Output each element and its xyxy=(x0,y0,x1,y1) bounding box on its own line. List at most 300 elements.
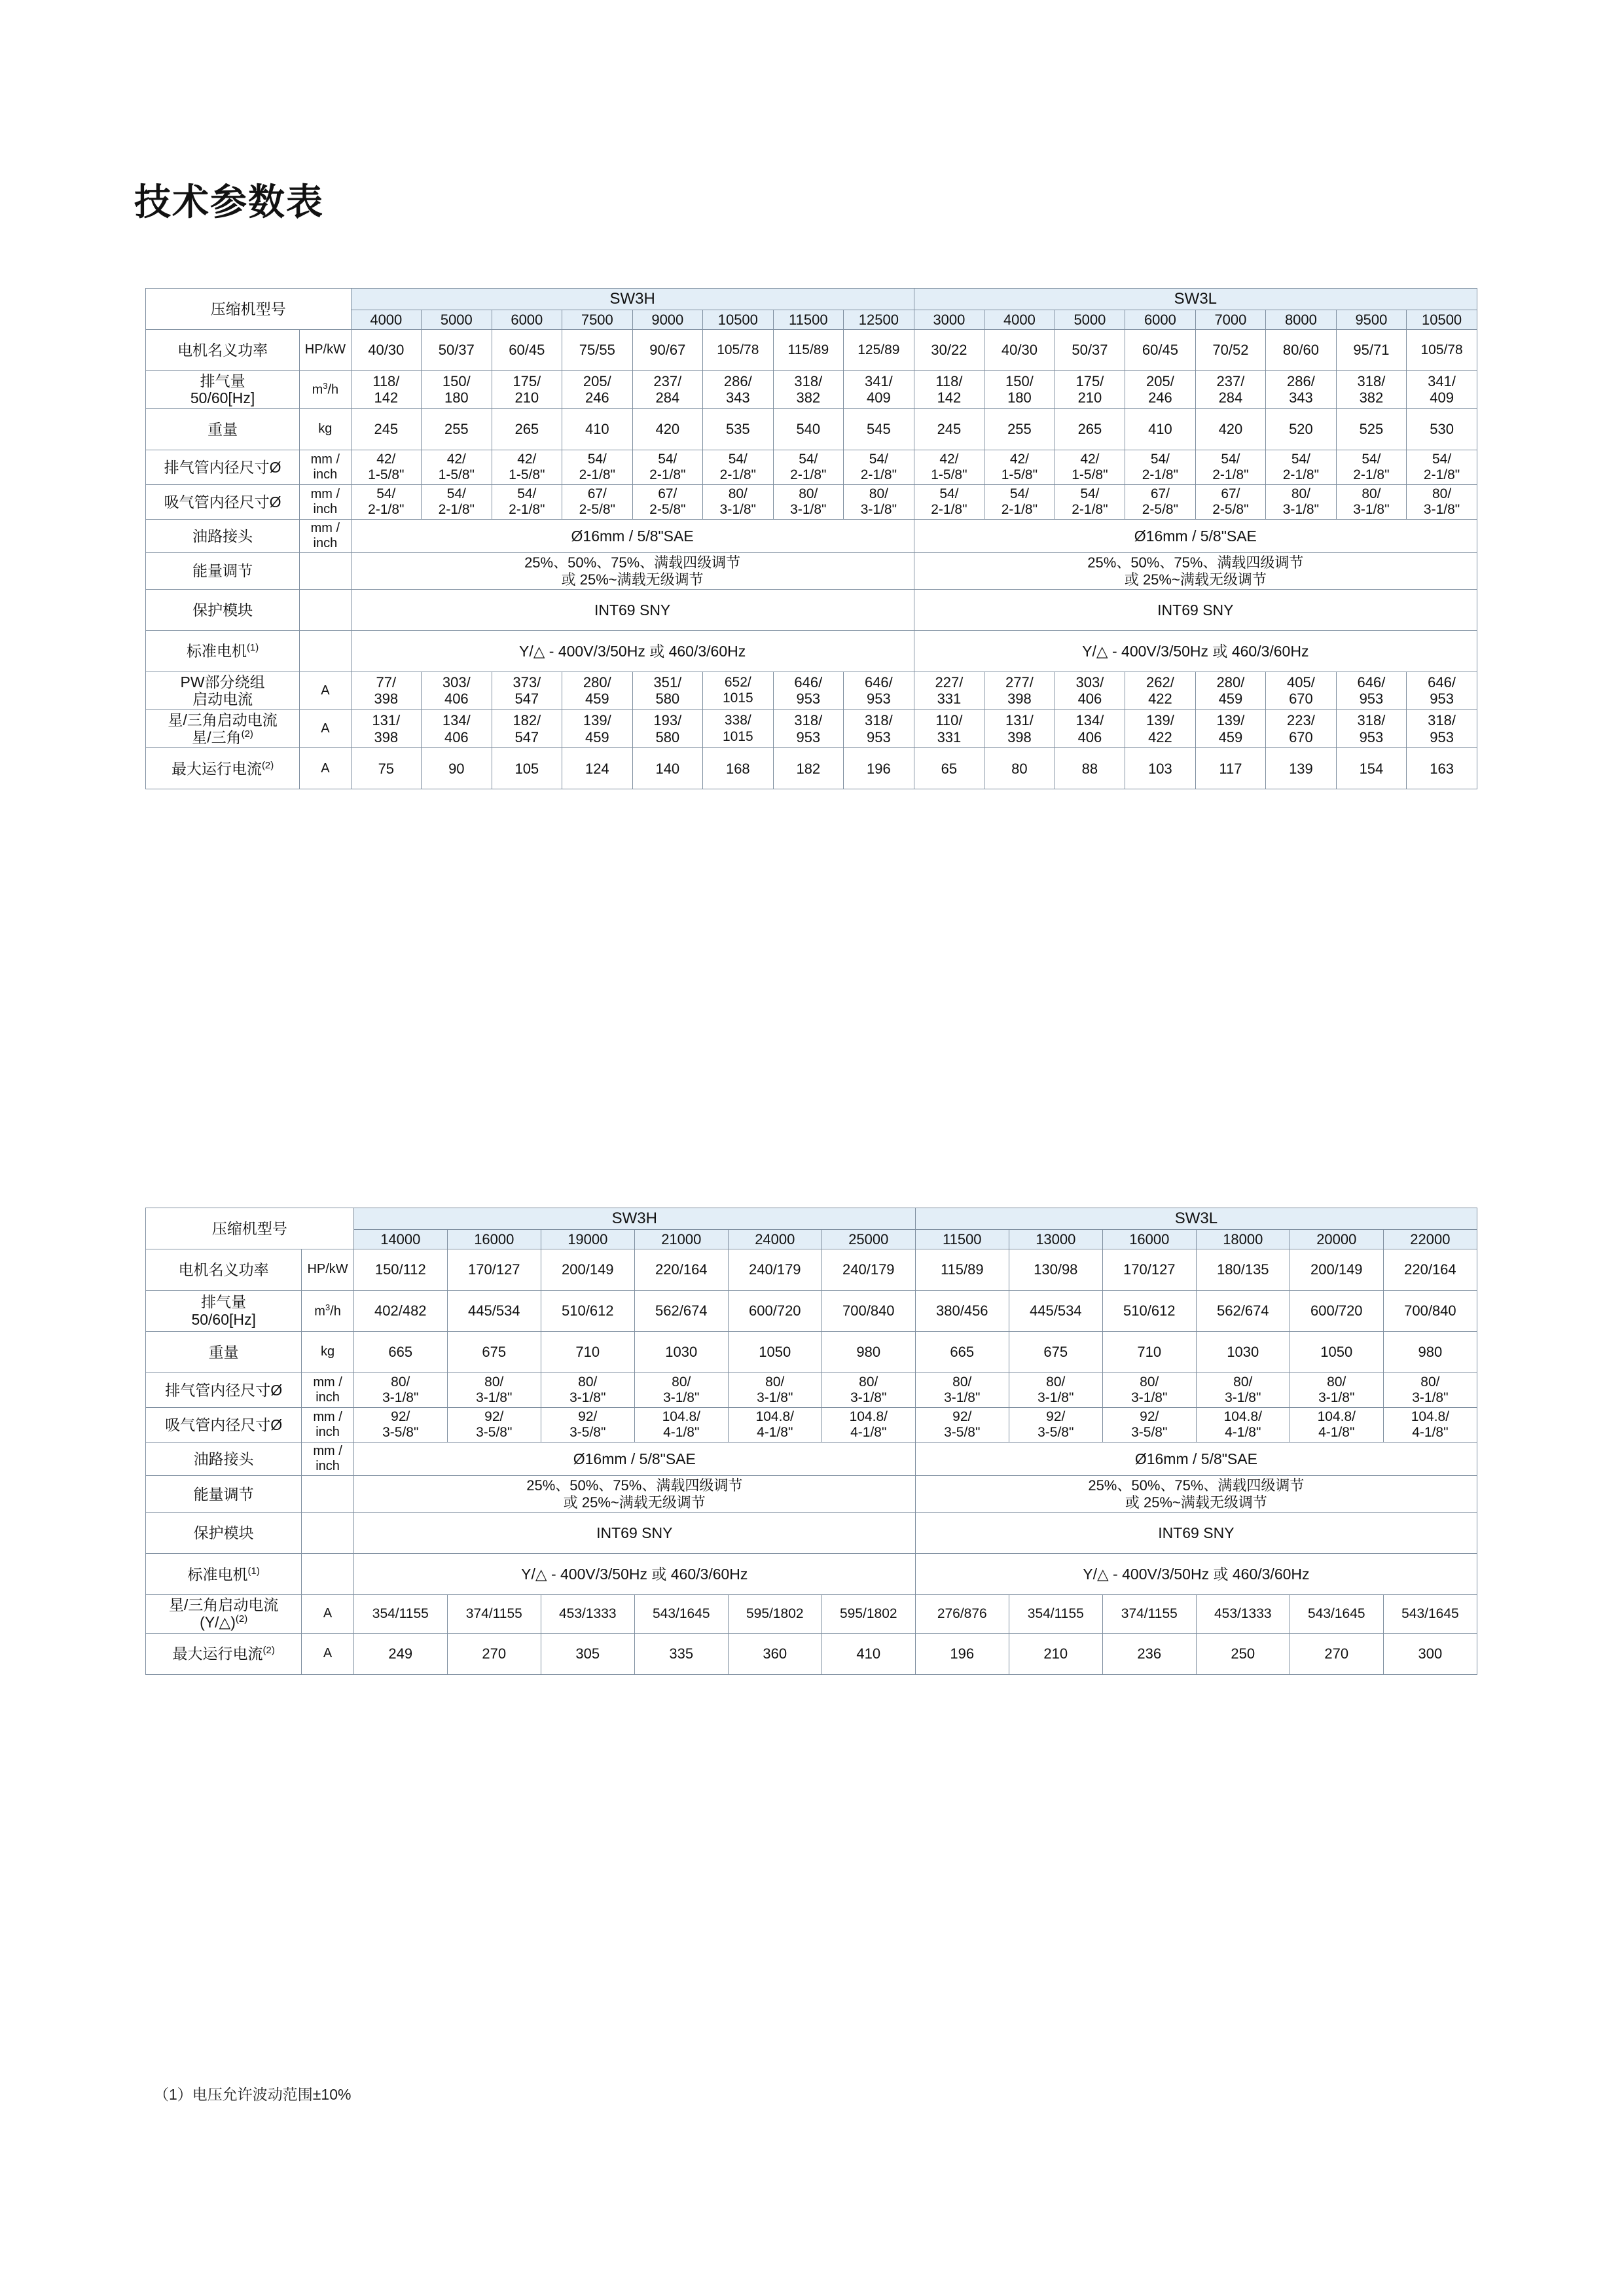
data-cell-merged: INT69 SNY xyxy=(914,589,1477,630)
cell-line2: 3-5/8" xyxy=(1038,1425,1074,1441)
cell-line1: 25%、50%、75%、满载四级调节 xyxy=(1087,554,1304,571)
model-cell: 21000 xyxy=(634,1229,728,1249)
model-cell: 10500 xyxy=(703,310,774,329)
table-row-oil-connection xyxy=(146,1443,1477,1476)
unit-line2: inch xyxy=(316,1459,340,1474)
model-cell: 18000 xyxy=(1196,1229,1290,1249)
cell-line1: 67/ xyxy=(587,486,607,502)
data-cell: 196 xyxy=(915,1633,1009,1674)
table-header-row-group xyxy=(146,1208,1477,1230)
data-cell: 265 xyxy=(492,408,562,450)
cell-line1: 104.8/ xyxy=(1317,1409,1356,1425)
row-unit xyxy=(300,450,351,484)
cell-line2: 3-1/8" xyxy=(569,1390,606,1406)
data-cell xyxy=(1195,450,1266,484)
group-name-sw3h: SW3H xyxy=(351,289,914,310)
cell-line1: 104.8/ xyxy=(1223,1409,1262,1425)
unit-h: /h xyxy=(330,1304,341,1319)
model-cell: 6000 xyxy=(1125,310,1196,329)
cell-line2: 2-1/8" xyxy=(931,502,967,518)
row-unit xyxy=(300,589,351,630)
cell-line2: 2-5/8" xyxy=(1212,502,1249,518)
data-cell xyxy=(1407,450,1477,484)
model-cell: 6000 xyxy=(492,310,562,329)
data-cell xyxy=(773,370,844,408)
table-row-standard-motor xyxy=(146,1554,1477,1595)
cell-line1: 67/ xyxy=(1150,486,1170,502)
data-cell xyxy=(728,1408,821,1443)
row-unit xyxy=(300,520,351,553)
model-cell: 9000 xyxy=(632,310,703,329)
data-cell: 270 xyxy=(1290,1633,1383,1674)
data-cell-merged: Y/△ - 400V/3/50Hz 或 460/3/60Hz xyxy=(915,1554,1477,1595)
header-model-label: 压缩机型号 xyxy=(146,1208,354,1249)
row-label: 电机名义功率 xyxy=(146,1249,302,1290)
cell-line1: 67/ xyxy=(1221,486,1240,502)
data-cell-merged: Y/△ - 400V/3/50Hz 或 460/3/60Hz xyxy=(353,1554,915,1595)
table-row-star-delta-current xyxy=(146,709,1477,748)
cell-line1: 54/ xyxy=(658,451,677,467)
data-cell xyxy=(351,709,422,748)
row-label-line2: 启动电流 xyxy=(192,691,253,708)
model-cell: 20000 xyxy=(1290,1229,1383,1249)
cell-line1: 139/ xyxy=(1216,712,1245,729)
data-cell: 30/22 xyxy=(914,329,984,370)
data-cell xyxy=(1195,485,1266,520)
cell-line1: 652/ xyxy=(724,675,751,691)
row-label xyxy=(146,672,300,709)
data-cell: 255 xyxy=(984,408,1055,450)
data-cell: 545 xyxy=(844,408,914,450)
data-cell: 510/612 xyxy=(1102,1290,1196,1331)
cell-line1: 262/ xyxy=(1146,674,1174,691)
table-row-discharge-pipe xyxy=(146,1372,1477,1407)
spec-table-1 xyxy=(145,288,1477,789)
data-cell xyxy=(353,1408,447,1443)
cell-line2: 284 xyxy=(655,389,680,406)
data-cell xyxy=(821,1372,915,1407)
data-cell: 60/45 xyxy=(1125,329,1196,370)
data-cell xyxy=(632,485,703,520)
data-cell xyxy=(1055,485,1125,520)
data-cell: 510/612 xyxy=(541,1290,634,1331)
cell-line1: 25%、50%、75%、满载四级调节 xyxy=(524,554,741,571)
cell-line1: 318/ xyxy=(794,712,823,729)
data-cell: 88 xyxy=(1055,748,1125,789)
cell-line2: 670 xyxy=(1289,691,1313,708)
data-cell xyxy=(492,450,562,484)
cell-line2: 4-1/8" xyxy=(757,1425,793,1441)
row-unit xyxy=(300,370,351,408)
data-cell xyxy=(1125,370,1196,408)
row-label-sup: (2) xyxy=(262,1645,275,1657)
cell-line1: 646/ xyxy=(864,674,893,691)
data-cell xyxy=(1266,450,1337,484)
cell-line2: 246 xyxy=(1148,389,1172,406)
data-cell xyxy=(1125,485,1196,520)
data-cell xyxy=(422,485,492,520)
data-cell: 95/71 xyxy=(1336,329,1407,370)
cell-line2: 3-1/8" xyxy=(1225,1390,1261,1406)
data-cell: 40/30 xyxy=(351,329,422,370)
data-cell xyxy=(773,450,844,484)
data-cell xyxy=(844,485,914,520)
table-row-displacement xyxy=(146,370,1477,408)
model-cell: 3000 xyxy=(914,310,984,329)
cell-line1: 42/ xyxy=(939,451,959,467)
data-cell xyxy=(1266,370,1337,408)
row-label-line1: PW部分绕组 xyxy=(180,673,265,691)
footnote: （1）电压允许波动范围±10% xyxy=(154,2086,352,2103)
table-row-weight xyxy=(146,1331,1477,1372)
cell-line2: 1015 xyxy=(722,691,753,706)
data-cell: 163 xyxy=(1407,748,1477,789)
data-cell xyxy=(634,1372,728,1407)
table-row-suction-pipe xyxy=(146,485,1477,520)
data-cell-merged: INT69 SNY xyxy=(915,1513,1477,1554)
cell-line1: 286/ xyxy=(723,373,752,390)
cell-line1: 646/ xyxy=(1428,674,1456,691)
data-cell xyxy=(1407,709,1477,748)
data-cell xyxy=(492,370,562,408)
table-row-oil-connection xyxy=(146,520,1477,553)
cell-line2: 409 xyxy=(867,389,891,406)
page-title: 技术参数表 xyxy=(134,181,324,223)
data-cell xyxy=(1266,485,1337,520)
row-unit: kg xyxy=(300,408,351,450)
unit-line1: mm / xyxy=(313,1410,342,1425)
cell-line2: 1-5/8" xyxy=(368,467,405,482)
cell-line1: 92/ xyxy=(391,1409,410,1425)
data-cell: 420 xyxy=(632,408,703,450)
row-unit: HP/kW xyxy=(302,1249,353,1290)
cell-line2: 580 xyxy=(655,728,680,745)
data-cell xyxy=(914,450,984,484)
cell-line2: 398 xyxy=(374,691,399,708)
data-cell xyxy=(1290,1408,1383,1443)
data-cell-merged: Ø16mm / 5/8"SAE xyxy=(915,1443,1477,1476)
cell-line2: 210 xyxy=(514,389,539,406)
data-cell-merged xyxy=(353,1476,915,1513)
unit-line1: mm / xyxy=(310,521,340,536)
cell-line1: 80/ xyxy=(765,1374,785,1390)
unit-line2: inch xyxy=(313,502,338,517)
cell-line2: 3-1/8" xyxy=(1423,502,1460,518)
row-label: 油路接头 xyxy=(146,520,300,553)
data-cell: 65 xyxy=(914,748,984,789)
row-label xyxy=(146,748,300,789)
cell-line1: 80/ xyxy=(672,1374,691,1390)
data-cell: 50/37 xyxy=(1055,329,1125,370)
model-cell: 13000 xyxy=(1009,1229,1102,1249)
cell-line2: 2-1/8" xyxy=(438,502,475,518)
data-cell: 75 xyxy=(351,748,422,789)
data-cell: 1050 xyxy=(728,1331,821,1372)
cell-line2: 3-1/8" xyxy=(1412,1390,1449,1406)
data-cell xyxy=(1055,370,1125,408)
data-cell xyxy=(353,1372,447,1407)
cell-line2: 142 xyxy=(937,389,962,406)
cell-line1: 373/ xyxy=(513,674,541,691)
cell-line1: 77/ xyxy=(376,674,397,691)
row-label-line1: 星/三角启动电流 xyxy=(168,1596,279,1614)
cell-line1: 286/ xyxy=(1287,373,1315,390)
data-cell: 125/89 xyxy=(844,329,914,370)
data-cell: 374/1155 xyxy=(447,1595,541,1634)
data-cell xyxy=(773,709,844,748)
data-cell xyxy=(1125,450,1196,484)
cell-line1: 54/ xyxy=(869,451,888,467)
row-label-text: 标准电机 xyxy=(186,643,247,660)
data-cell: 90 xyxy=(422,748,492,789)
cell-line2: 3-5/8" xyxy=(569,1425,606,1441)
table-row-discharge-pipe xyxy=(146,450,1477,484)
row-unit xyxy=(302,1513,353,1554)
data-cell xyxy=(1407,485,1477,520)
cell-line1: 104.8/ xyxy=(849,1409,888,1425)
table-row-motor-power xyxy=(146,329,1477,370)
cell-line1: 54/ xyxy=(939,486,959,502)
data-cell xyxy=(1336,370,1407,408)
data-cell xyxy=(1102,1408,1196,1443)
data-cell: 595/1802 xyxy=(821,1595,915,1634)
data-cell: 196 xyxy=(844,748,914,789)
cell-line1: 54/ xyxy=(1080,486,1100,502)
data-cell xyxy=(703,370,774,408)
data-cell xyxy=(703,485,774,520)
cell-line1: 25%、50%、75%、满载四级调节 xyxy=(526,1477,743,1494)
cell-line2: 382 xyxy=(796,389,821,406)
cell-line1: 80/ xyxy=(1233,1374,1253,1390)
row-label-line1: 星/三角启动电流 xyxy=(168,711,278,728)
data-cell xyxy=(422,672,492,709)
row-label-text: 标准电机 xyxy=(187,1566,248,1583)
data-cell: 543/1645 xyxy=(1290,1595,1383,1634)
cell-line1: 54/ xyxy=(376,486,396,502)
data-cell: 453/1333 xyxy=(541,1595,634,1634)
row-unit xyxy=(302,1443,353,1476)
data-cell: 50/37 xyxy=(422,329,492,370)
table-row-suction-pipe xyxy=(146,1408,1477,1443)
row-label: 重量 xyxy=(146,1331,302,1372)
cell-line2: 670 xyxy=(1289,728,1313,745)
cell-line1: 25%、50%、75%、满载四级调节 xyxy=(1088,1477,1305,1494)
cell-line1: 318/ xyxy=(794,373,823,390)
data-cell: 520 xyxy=(1266,408,1337,450)
data-cell-merged xyxy=(915,1476,1477,1513)
cell-line1: 318/ xyxy=(1357,373,1386,390)
data-cell xyxy=(844,450,914,484)
cell-line2: 3-1/8" xyxy=(719,502,756,518)
cell-line2: 3-1/8" xyxy=(860,502,897,518)
header-model-label: 压缩机型号 xyxy=(146,289,352,330)
cell-line1: 139/ xyxy=(1146,712,1174,729)
cell-line1: 54/ xyxy=(446,486,466,502)
data-cell xyxy=(915,1408,1009,1443)
data-cell: 245 xyxy=(351,408,422,450)
data-cell xyxy=(1336,672,1407,709)
data-cell: 40/30 xyxy=(984,329,1055,370)
cell-line1: 54/ xyxy=(587,451,607,467)
data-cell xyxy=(351,485,422,520)
data-cell: 410 xyxy=(821,1633,915,1674)
model-cell: 25000 xyxy=(821,1229,915,1249)
row-label-line2-text: (Y/△) xyxy=(200,1614,236,1632)
data-cell: 710 xyxy=(1102,1331,1196,1372)
data-cell: 124 xyxy=(562,748,633,789)
cell-line2: 1-5/8" xyxy=(1072,467,1108,482)
data-cell: 305 xyxy=(541,1633,634,1674)
data-cell-merged: Ø16mm / 5/8"SAE xyxy=(351,520,914,553)
cell-line1: 67/ xyxy=(658,486,677,502)
data-cell: 265 xyxy=(1055,408,1125,450)
row-unit xyxy=(302,1408,353,1443)
cell-line1: 205/ xyxy=(583,373,611,390)
row-label: 能量调节 xyxy=(146,553,300,590)
data-cell xyxy=(351,370,422,408)
cell-line2: 409 xyxy=(1430,389,1454,406)
cell-line1: 280/ xyxy=(1216,674,1245,691)
data-cell: 249 xyxy=(353,1633,447,1674)
row-label xyxy=(146,1633,302,1674)
data-cell xyxy=(632,672,703,709)
cell-line1: 338/ xyxy=(724,713,751,728)
cell-line1: 646/ xyxy=(794,674,823,691)
spec-table-2 xyxy=(145,1208,1477,1675)
cell-line1: 54/ xyxy=(1291,451,1311,467)
cell-line1: 80/ xyxy=(1432,486,1452,502)
data-cell: 530 xyxy=(1407,408,1477,450)
row-label-text: 最大运行电流 xyxy=(172,1645,263,1662)
data-cell xyxy=(351,672,422,709)
table-row-star-delta-current xyxy=(146,1595,1477,1634)
cell-line2: 953 xyxy=(867,728,891,745)
data-cell xyxy=(1125,672,1196,709)
row-label: 能量调节 xyxy=(146,1476,302,1513)
data-cell xyxy=(562,485,633,520)
row-unit xyxy=(300,553,351,590)
cell-line2: 2-1/8" xyxy=(1423,467,1460,482)
row-unit xyxy=(300,485,351,520)
data-cell: 220/164 xyxy=(634,1249,728,1290)
data-cell xyxy=(1407,672,1477,709)
data-cell xyxy=(562,672,633,709)
cell-line1: 54/ xyxy=(799,451,818,467)
cell-line1: 92/ xyxy=(952,1409,972,1425)
row-label-line2: 50/60[Hz] xyxy=(190,389,255,407)
unit-line1: mm / xyxy=(310,452,340,467)
data-cell: 562/674 xyxy=(634,1290,728,1331)
cell-line1: 280/ xyxy=(583,674,611,691)
data-cell-merged xyxy=(351,553,914,590)
cell-line2: 或 25%~满载无级调节 xyxy=(561,571,704,588)
row-label: 吸气管内径尺寸Ø xyxy=(146,485,300,520)
cell-line1: 277/ xyxy=(1005,674,1034,691)
row-unit xyxy=(302,1372,353,1407)
row-label-line2-text: 星/三角 xyxy=(192,728,242,746)
cell-line2: 3-1/8" xyxy=(1353,502,1390,518)
data-cell: 270 xyxy=(447,1633,541,1674)
cell-line2: 953 xyxy=(1359,728,1384,745)
cell-line2: 4-1/8" xyxy=(850,1425,887,1441)
data-cell: 245 xyxy=(914,408,984,450)
cell-line2: 3-1/8" xyxy=(1282,502,1320,518)
cell-line1: 80/ xyxy=(1140,1374,1159,1390)
cell-line2: 2-1/8" xyxy=(509,502,545,518)
cell-line2: 331 xyxy=(937,691,962,708)
cell-line1: 80/ xyxy=(1046,1374,1066,1390)
unit-m: m xyxy=(312,382,323,397)
table-row-protection-module xyxy=(146,589,1477,630)
data-cell: 1050 xyxy=(1290,1331,1383,1372)
cell-line1: 318/ xyxy=(1357,712,1386,729)
row-label xyxy=(146,1290,302,1331)
cell-line2: 343 xyxy=(1289,389,1313,406)
cell-line2: 953 xyxy=(796,728,821,745)
cell-line2: 4-1/8" xyxy=(1318,1425,1355,1441)
model-cell: 11500 xyxy=(915,1229,1009,1249)
row-label xyxy=(146,1595,302,1634)
cell-line1: 131/ xyxy=(1005,712,1034,729)
data-cell: 445/534 xyxy=(447,1290,541,1331)
cell-line1: 303/ xyxy=(442,674,471,691)
cell-line1: 92/ xyxy=(578,1409,598,1425)
data-cell xyxy=(984,672,1055,709)
cell-line2: 3-1/8" xyxy=(663,1390,700,1406)
unit-line2: inch xyxy=(316,1390,340,1405)
data-cell xyxy=(634,1408,728,1443)
data-cell: 675 xyxy=(1009,1331,1102,1372)
row-label: 电机名义功率 xyxy=(146,329,300,370)
cell-line2: 1-5/8" xyxy=(509,467,545,482)
data-cell: 115/89 xyxy=(915,1249,1009,1290)
cell-line2: 580 xyxy=(655,691,680,708)
cell-line2: 180 xyxy=(1007,389,1032,406)
data-cell-merged: INT69 SNY xyxy=(351,589,914,630)
row-label-sup: (1) xyxy=(247,1565,260,1577)
data-cell: 595/1802 xyxy=(728,1595,821,1634)
row-label: 排气管内径尺寸Ø xyxy=(146,450,300,484)
cell-line2: 2-5/8" xyxy=(1142,502,1179,518)
data-cell: 410 xyxy=(1125,408,1196,450)
data-cell xyxy=(422,709,492,748)
data-cell xyxy=(492,672,562,709)
table-row-capacity-control xyxy=(146,553,1477,590)
data-cell xyxy=(1196,1408,1290,1443)
cell-line1: 175/ xyxy=(1075,373,1104,390)
data-cell xyxy=(914,672,984,709)
row-label xyxy=(146,709,300,748)
cell-line2: 422 xyxy=(1148,691,1172,708)
cell-line2: 3-1/8" xyxy=(1318,1390,1355,1406)
data-cell xyxy=(703,450,774,484)
data-cell xyxy=(1055,709,1125,748)
data-cell-merged: Ø16mm / 5/8"SAE xyxy=(914,520,1477,553)
data-cell xyxy=(447,1372,541,1407)
data-cell xyxy=(914,485,984,520)
row-unit: A xyxy=(302,1633,353,1674)
table-row-protection-module xyxy=(146,1513,1477,1554)
row-label-line2: 50/60[Hz] xyxy=(191,1310,256,1328)
cell-line1: 205/ xyxy=(1146,373,1174,390)
table-row-displacement xyxy=(146,1290,1477,1331)
data-cell xyxy=(914,709,984,748)
cell-line2: 或 25%~满载无级调节 xyxy=(1124,571,1267,588)
cell-line2: 2-1/8" xyxy=(1353,467,1390,482)
cell-line2: 343 xyxy=(725,389,750,406)
data-cell: 170/127 xyxy=(447,1249,541,1290)
cell-line2: 953 xyxy=(1430,728,1454,745)
